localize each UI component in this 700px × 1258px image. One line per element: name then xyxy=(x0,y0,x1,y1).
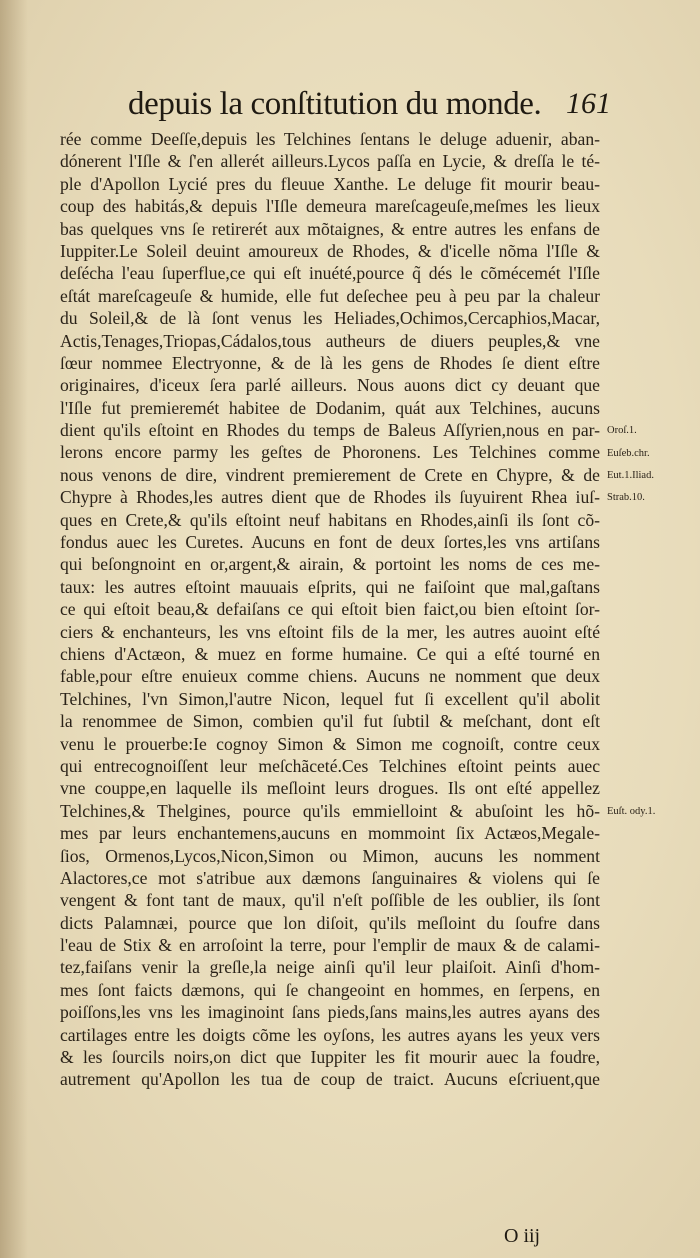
text-line: coup des habitás,& depuis l'Iſle demeura mareſcageuſe,meſmes les lieux xyxy=(60,196,600,217)
text-line: Telchines, l'vn Simon,l'autre Nicon, lequel fut ſi excellent qu'il abolit xyxy=(60,688,600,709)
text-line: autrement qu'Apollon les tua de coup de traict. Aucuns eſcriuent,que xyxy=(60,1069,600,1090)
text-line: lerons encore parmy les geſtes de Phoronens. Les Telchines comme xyxy=(60,442,600,463)
text-line: ſœur nommee Electryonne, & de là les gens de Rhodes ſe dient eſtre xyxy=(60,352,600,373)
margin-note: Euſt. ody.1. xyxy=(607,806,656,817)
text-line: chiens d'Actæon, & muez en forme humaine. Ce qui a eſté tourné en xyxy=(60,643,600,664)
text-line: qui entrecognoiſſent leur meſchãceté.Ces Telchines eſtoint peints auec xyxy=(60,755,600,776)
margin-note: Strab.10. xyxy=(607,492,645,504)
text-line: originaires, d'iceux ſera parlé ailleurs. Nous auons dict cy deuant que xyxy=(60,375,600,396)
signature-mark: O iij xyxy=(504,1225,541,1247)
text-line: du Soleil,& de là ſont venus les Heliades,Ochimos,Cercaphios,Macar, xyxy=(60,308,600,329)
text-line: venu le prouerbe:Ie cognoy Simon & Simon me cognoiſt, contre ceux xyxy=(60,733,600,754)
text-line: Alactores,ce mot s'atribue aux dæmons ſanguinaires & violens qui ſe xyxy=(60,867,600,888)
text-line: Telchines,& Thelgines, pource qu'ils emmielloint & abuſoint les hõ- xyxy=(60,800,600,821)
binding-shadow xyxy=(0,0,28,1258)
text-line: ple d'Apollon Lycié pres du fleuue Xanthe. Le deluge fit mourir beau- xyxy=(60,173,600,194)
text-line: Iuppiter.Le Soleil deuint amoureux de Rhodes, & d'icelle nõma l'Iſle & xyxy=(60,240,600,261)
text-line: bas quelques vns ſe retirerét aux mõtaignes, & entre autres les enfans de xyxy=(60,218,600,239)
text-line: rée comme Deeſſe,depuis les Telchines ſentans le deluge aduenir, aban- xyxy=(60,129,600,149)
text-line: dient qu'ils eſtoint en Rhodes du temps de Baleus Aſſyrien,nous en par- xyxy=(60,420,600,441)
text-line: fable,pour eſtre enuieux comme chiens. Aucuns ne nomment que deux xyxy=(60,666,600,687)
text-line: ques en Crete,& qu'ils eſtoint neuf habitans en Rhodes,ainſi ils ſont cõ- xyxy=(60,509,600,530)
text-line: l'Iſle fut premieremét habitee de Dodanim, quát aux Telchines, aucuns xyxy=(60,397,600,418)
text-line: mes par leurs enchantemens,aucuns en mommoint ſix Actæos,Megale- xyxy=(60,823,600,844)
text-line: Chypre à Rhodes,les autres dient que de Rhodes ils ſuyuirent Rhea iuſ- xyxy=(60,487,600,508)
text-line: fondus auec les Curetes. Aucuns en font de deux ſortes,les vns artiſans xyxy=(60,532,600,553)
text-line: poiſſons,les vns les imaginoint ſans pieds,ſans mains,les autres ayans des xyxy=(60,1002,600,1023)
margin-note: Euſeb.chr. xyxy=(607,447,650,459)
text-line: Actis,Tenages,Triopas,Cádalos,tous autheurs de diuers peuples,& vne xyxy=(60,330,600,351)
text-line: ſios, Ormenos,Lycos,Nicon,Simon ou Mimon, aucuns les nomment xyxy=(60,845,600,866)
text-line: ciers & enchanteurs, les vns eſtoint fils de la mer, les autres auoint eſté xyxy=(60,621,600,642)
text-line: tez,faiſans venir la greſle,la neige ainſi qu'il leur plaiſoit. Ainſi d'hom- xyxy=(60,957,600,978)
text-line: & les ſourcils noirs,on dict que Iuppiter les fit mourir auec la foudre, xyxy=(60,1047,600,1068)
text-line: vengent & font tant de maux, qu'il n'eſt poſſible de les oublier, ils ſont xyxy=(60,890,600,911)
text-line: mes ſont faicts dæmons, qui ſe changeoint en hommes, en ſerpens, en xyxy=(60,979,600,1000)
text-line: la renommee de Simon, combien qu'il fut ſubtil & meſchant, dont eſt xyxy=(60,711,600,732)
body-text xyxy=(60,128,600,1091)
text-line: eſtát mareſcageuſe & humide, elle fut deſechee peu à peu par la chaleur xyxy=(60,285,600,306)
running-title: depuis la conſtitution du monde. xyxy=(128,86,542,122)
text-line: taux: les autres eſtoint mauuais eſprits, qui ne faiſoint que mal,gaſtans xyxy=(60,576,600,597)
margin-note: Eut.1.Iliad. xyxy=(607,470,654,481)
margin-note: Oroſ.1. xyxy=(607,425,637,437)
text-line: dicts Palamnæi, pource que lon diſoit, qu'ils meſloint du ſoufre dans xyxy=(60,912,600,933)
text-line: ce qui eſtoit beau,& defaiſans ce qui eſtoit bien faict,ou bien eſtoint ſor- xyxy=(60,599,600,620)
text-line: vne couppe,en laquelle ils meſloint leurs drogues. Ils ont eſté appellez xyxy=(60,778,600,799)
text-line: l'eau de Stix & en arroſoint la terre, pour l'emplir de maux & de calami- xyxy=(60,935,600,956)
running-head xyxy=(0,84,700,124)
text-line: deſécha l'eau ſuperflue,ce qui eſt inuété,pource q̃ dés le cõmécemét l'Iſle xyxy=(60,263,600,284)
text-line: qui beſongnoint en or,argent,& airain, & portoint les noms de ces me- xyxy=(60,554,600,575)
text-line: dónerent l'Iſle & ſ'en allerét ailleurs.Lycos paſſa en Lycie, & dreſſa le té- xyxy=(60,151,600,172)
page-number: 161 xyxy=(566,87,611,120)
text-line: cartilages entre les doigts cõme les oyſons, les autres ayans les yeux vers xyxy=(60,1024,600,1045)
text-line: nous venons de dire, vindrent premierement de Crete en Chypre, & de xyxy=(60,464,600,485)
